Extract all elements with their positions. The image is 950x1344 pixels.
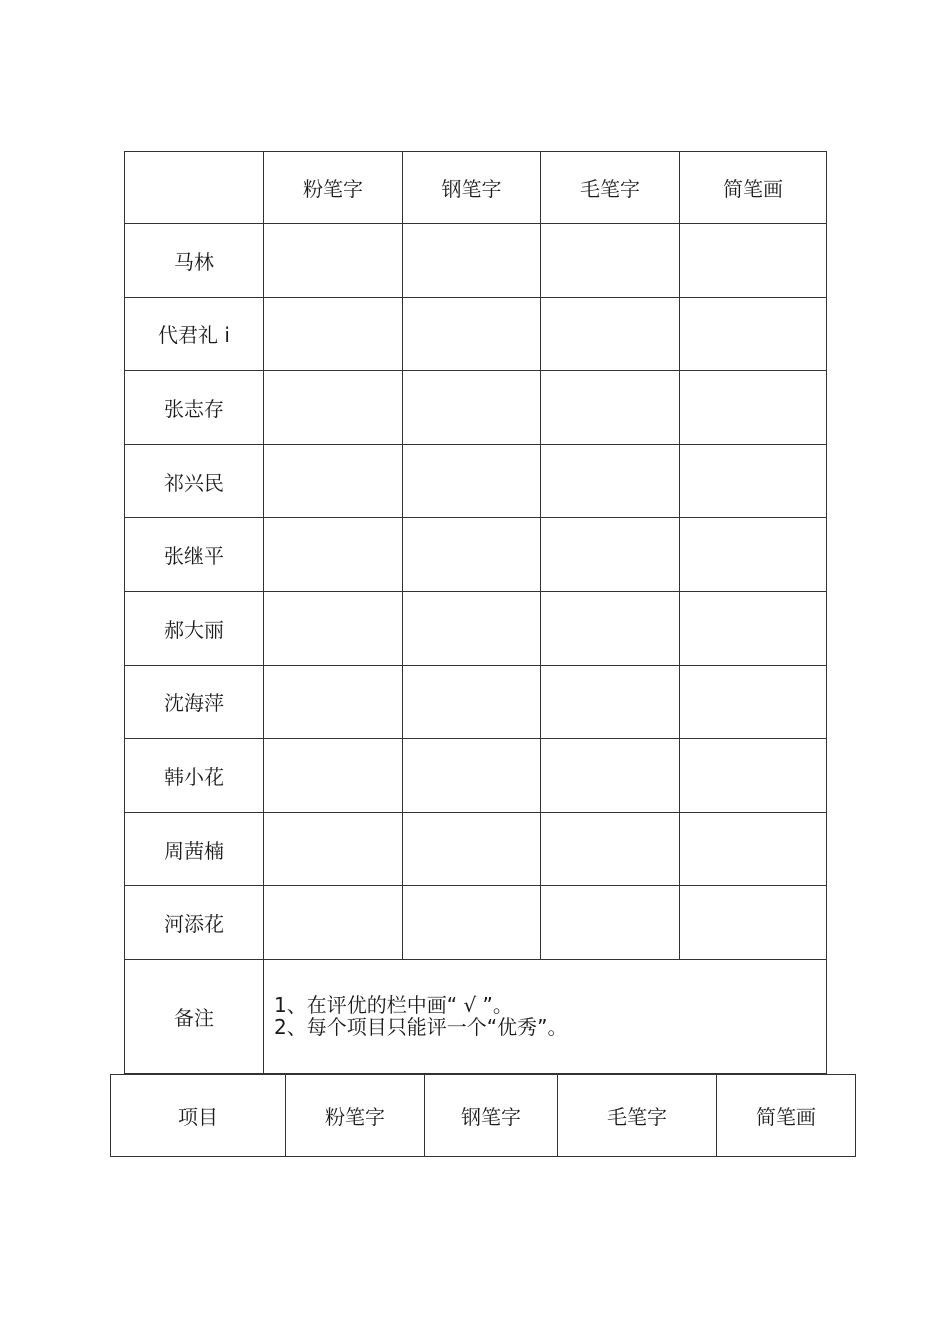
header-brush-writing: 毛笔字 (541, 152, 680, 224)
grade-cell[interactable] (680, 444, 827, 518)
grade-cell[interactable] (264, 371, 403, 445)
grade-cell[interactable] (403, 591, 541, 665)
table-row (125, 224, 827, 298)
grade-cell[interactable] (264, 812, 403, 886)
teacher-name: 郝大丽 (125, 591, 264, 665)
grade-cell[interactable] (264, 297, 403, 371)
grade-cell[interactable] (264, 518, 403, 592)
grade-cell[interactable] (680, 739, 827, 813)
grade-cell[interactable] (403, 812, 541, 886)
summary-brush-writing: 毛笔字 (558, 1075, 717, 1157)
grade-cell[interactable] (680, 812, 827, 886)
table-row (125, 886, 827, 960)
grade-cell[interactable] (403, 518, 541, 592)
grade-cell[interactable] (403, 371, 541, 445)
summary-pen-writing: 钢笔字 (425, 1075, 558, 1157)
summary-row (111, 1075, 856, 1157)
table-row (125, 665, 827, 739)
summary-table (110, 1074, 856, 1157)
grade-cell[interactable] (541, 591, 680, 665)
grade-cell[interactable] (541, 812, 680, 886)
teacher-name: 河添花 (125, 886, 264, 960)
teacher-name: 张志存 (125, 371, 264, 445)
notes-line-1: 1、在评优的栏中画“ √ ”。 (274, 993, 513, 1018)
notes-label: 备注 (125, 959, 264, 1073)
grade-cell[interactable] (264, 444, 403, 518)
table-row (125, 591, 827, 665)
teacher-name: 沈海萍 (125, 665, 264, 739)
table-row (125, 444, 827, 518)
notes-line-2: 2、每个项目只能评一个“优秀”。 (274, 1015, 568, 1040)
grade-cell[interactable] (680, 297, 827, 371)
grade-cell[interactable] (541, 297, 680, 371)
grade-cell[interactable] (264, 739, 403, 813)
grade-cell[interactable] (541, 518, 680, 592)
grade-cell[interactable] (680, 665, 827, 739)
grade-cell[interactable] (680, 518, 827, 592)
grade-cell[interactable] (541, 224, 680, 298)
grade-cell[interactable] (264, 224, 403, 298)
teacher-name: 代君礼 i (125, 297, 264, 371)
table-row (125, 812, 827, 886)
evaluation-table (124, 151, 827, 1074)
notes-content (264, 959, 827, 1073)
grade-cell[interactable] (264, 591, 403, 665)
teacher-name: 韩小花 (125, 739, 264, 813)
table-row (125, 518, 827, 592)
grade-cell[interactable] (541, 371, 680, 445)
summary-stick-drawing: 简笔画 (717, 1075, 856, 1157)
grade-cell[interactable] (264, 886, 403, 960)
grade-cell[interactable] (403, 297, 541, 371)
table-row (125, 739, 827, 813)
grade-cell[interactable] (403, 739, 541, 813)
notes-row (125, 959, 827, 1073)
grade-cell[interactable] (680, 591, 827, 665)
header-row (125, 152, 827, 224)
header-pen-writing: 钢笔字 (403, 152, 541, 224)
teacher-name: 祁兴民 (125, 444, 264, 518)
grade-cell[interactable] (541, 444, 680, 518)
header-stick-drawing: 简笔画 (680, 152, 827, 224)
grade-cell[interactable] (541, 886, 680, 960)
grade-cell[interactable] (403, 665, 541, 739)
grade-cell[interactable] (680, 886, 827, 960)
grade-cell[interactable] (541, 739, 680, 813)
header-corner-cell (125, 152, 264, 224)
grade-cell[interactable] (403, 224, 541, 298)
grade-cell[interactable] (680, 224, 827, 298)
grade-cell[interactable] (264, 665, 403, 739)
teacher-name: 马林 (125, 224, 264, 298)
summary-label: 项目 (111, 1075, 286, 1157)
grade-cell[interactable] (680, 371, 827, 445)
table-row (125, 297, 827, 371)
teacher-name: 周茜楠 (125, 812, 264, 886)
header-chalk-writing: 粉笔字 (264, 152, 403, 224)
grade-cell[interactable] (541, 665, 680, 739)
grade-cell[interactable] (403, 444, 541, 518)
grade-cell[interactable] (403, 886, 541, 960)
teacher-name: 张继平 (125, 518, 264, 592)
summary-chalk-writing: 粉笔字 (286, 1075, 425, 1157)
table-row (125, 371, 827, 445)
